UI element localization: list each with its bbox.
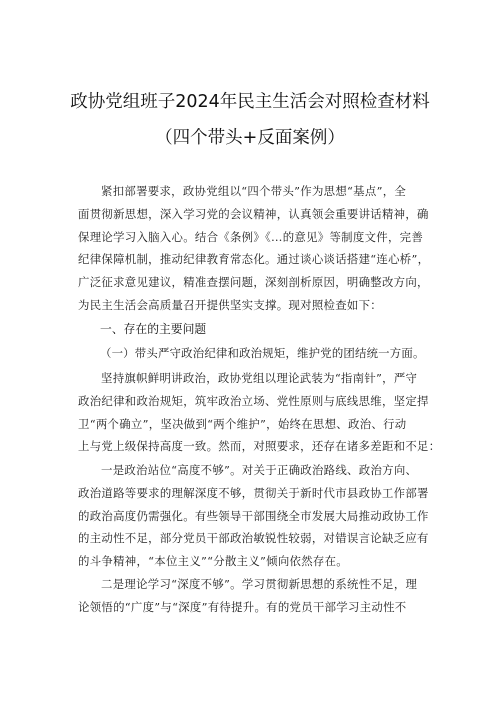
text-line: 面贯彻新思想，深入学习党的会议精神，认真领会重要讲话精神，确 xyxy=(78,206,429,221)
text-line: 的主动性不足，部分党员干部政治敏锐性较弱，对错误言论缺乏应有 xyxy=(78,531,429,546)
text-line: 卫“两个确立”，坚决做到“两个维护”，始终在思想、政治、行动 xyxy=(78,416,407,431)
document-title: 政协党组班子2024年民主生活会对照检查材料 xyxy=(70,92,430,112)
text-line: 为民主生活会高质量召开提供坚实支撑。现对照检查如下： xyxy=(78,297,382,312)
text-line: 政治道路等要求的理解深度不够，贯彻关于新时代市县政协工作部署 xyxy=(78,485,429,500)
text-line: 二是理论学习“深度不够”。学习贯彻新思想的系统性不足，理 xyxy=(101,577,418,591)
text-line: 一是政治站位“高度不够”。对关于正确政治路线、政治方向、 xyxy=(101,463,418,477)
intro-paragraph xyxy=(78,180,438,317)
body-paragraph xyxy=(78,573,438,619)
text-line: 的政治高度仍需强化。有些领导干部围绕全市发展大局推动政协工作 xyxy=(78,508,429,523)
body-paragraph xyxy=(78,367,441,458)
body-paragraph xyxy=(78,459,438,573)
subsection-heading: （一）带头严守政治纪律和政治规矩，维护党的团结统一方面。 xyxy=(100,346,425,360)
text-line: 政治纪律和政治规矩，筑牢政治立场、党性原则与底线思维，坚定捍 xyxy=(78,393,429,408)
document-subtitle: （四个带头+反面案例） xyxy=(155,128,345,148)
text-line: 的斗争精神，“本位主义”“分散主义”倾向依然存在。 xyxy=(78,554,348,569)
text-line: 坚持旗帜鲜明讲政治，政协党组以理论武装为“指南针”，严守 xyxy=(101,371,418,385)
text-line: 纪律保障机制，推动纪律教育常态化。通过谈心谈话搭建“连心桥”， xyxy=(78,252,430,267)
text-line: 上与党上级保持高度一致。然而，对照要求，还存在诸多差距和不足： xyxy=(78,439,441,454)
text-line: 保理论学习入脑入心。结合《条例》《…的意见》等制度文件，完善 xyxy=(78,229,424,244)
text-line: 论领悟的“广度”与“深度”有待提升。有的党员干部学习主动性不 xyxy=(78,599,407,614)
text-line: 紧扣部署要求，政协党组以“四个带头”作为思想“基点”，全 xyxy=(101,184,407,198)
text-line: 广泛征求意见建议，精准查摆问题，深刻剖析原因，明确整改方向， xyxy=(78,275,429,290)
section-heading: 一、存在的主要问题 xyxy=(100,322,207,336)
